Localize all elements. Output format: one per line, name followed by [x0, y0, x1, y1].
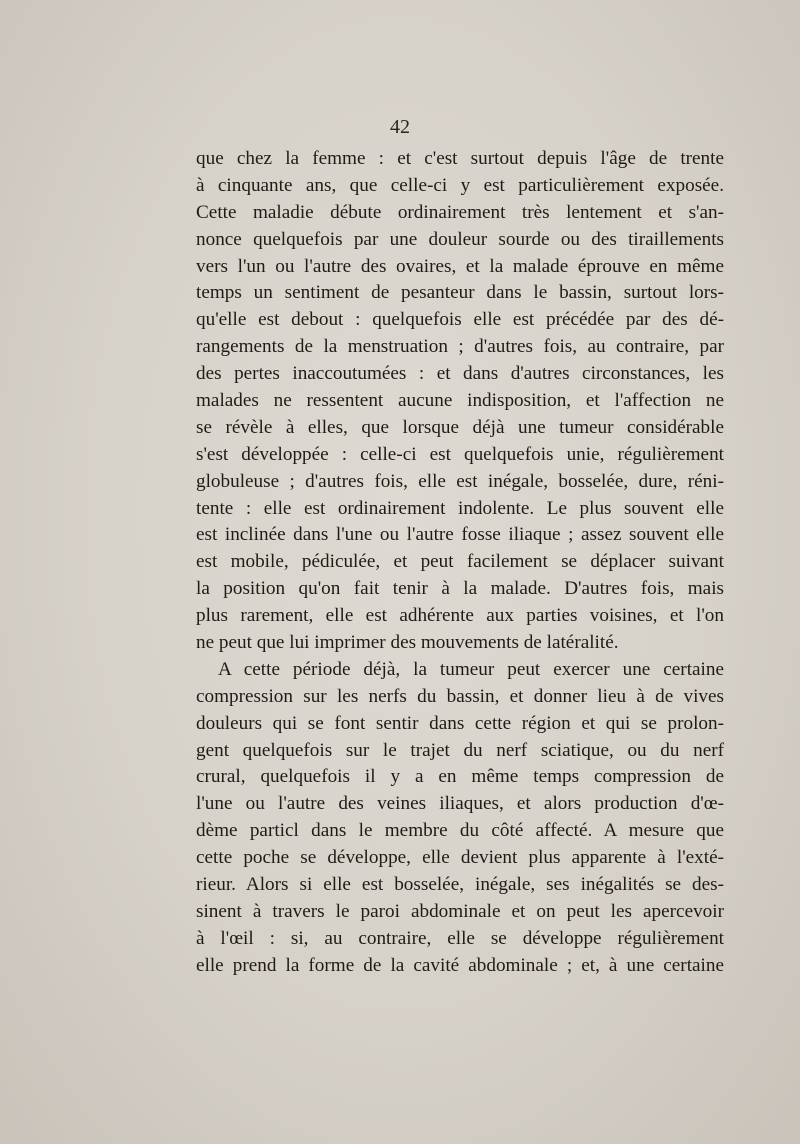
text-line: temps un sentiment de pesanteur dans le bassin, surtout lors-	[196, 282, 724, 304]
text-line: malades ne ressentent aucune indisposition, et l'affection ne	[196, 390, 724, 412]
text-line: rieur. Alors si elle est bosselée, inégale, ses inégalités se des-	[196, 874, 724, 896]
text-line: se révèle à elles, que lorsque déjà une tumeur considérable	[196, 416, 724, 438]
text-line: que chez la femme : et c'est surtout depuis l'âge de trente	[196, 148, 724, 169]
text-line: gent quelquefois sur le trajet du nerf sciatique, ou du nerf	[196, 739, 724, 761]
text-line: douleurs qui se font sentir dans cette région et qui se prolon-	[196, 712, 724, 734]
body-text	[196, 146, 724, 980]
text-line: à l'œil : si, au contraire, elle se développe régulièrement	[196, 927, 724, 949]
text-line: à cinquante ans, que celle-ci y est particulièrement exposée.	[196, 174, 724, 196]
text-line: tente : elle est ordinairement indolente. Le plus souvent elle	[196, 497, 724, 519]
text-line: crural, quelquefois il y a en même temps compression de	[196, 766, 724, 788]
text-line: rangements de la menstruation ; d'autres fois, au contraire, par	[196, 336, 724, 358]
page-number: 42	[390, 116, 410, 138]
text-line: la position qu'on fait tenir à la malade. D'autres fois, mais	[196, 578, 724, 600]
text-line: s'est développée : celle-ci est quelquefois unie, régulièrement	[196, 443, 724, 465]
text-line: globuleuse ; d'autres fois, elle est inégale, bosselée, dure, réni-	[196, 470, 724, 492]
text-line: nonce quelquefois par une douleur sourde ou des tiraillements	[196, 228, 724, 250]
text-line: vers l'un ou l'autre des ovaires, et la malade éprouve en même	[196, 255, 724, 277]
text-line: elle prend la forme de la cavité abdominale ; et, à une certaine	[196, 954, 724, 976]
text-line: des pertes inaccoutumées : et dans d'autres circonstances, les	[196, 363, 724, 385]
text-line: Cette maladie débute ordinairement très lentement et s'an-	[196, 201, 724, 223]
text-line: est inclinée dans l'une ou l'autre fosse iliaque ; assez souvent elle	[196, 524, 724, 546]
text-line: A cette période déjà, la tumeur peut exercer une certaine	[218, 658, 724, 680]
text-line: sinent à travers le paroi abdominale et on peut les apercevoir	[196, 900, 724, 922]
text-line: qu'elle est debout : quelquefois elle est précédée par des dé-	[196, 309, 724, 331]
text-line: cette poche se développe, elle devient plus apparente à l'exté-	[196, 847, 724, 869]
text-line: compression sur les nerfs du bassin, et donner lieu à de vives	[196, 685, 724, 707]
text-line: l'une ou l'autre des veines iliaques, et alors production d'œ-	[196, 793, 724, 815]
text-line: plus rarement, elle est adhérente aux parties voisines, et l'on	[196, 605, 724, 627]
text-line: est mobile, pédiculée, et peut facilement se déplacer suivant	[196, 551, 724, 573]
text-line: dème particl dans le membre du côté affecté. A mesure que	[196, 820, 724, 842]
text-line: ne peut que lui imprimer des mouvements de latéralité.	[196, 632, 619, 654]
